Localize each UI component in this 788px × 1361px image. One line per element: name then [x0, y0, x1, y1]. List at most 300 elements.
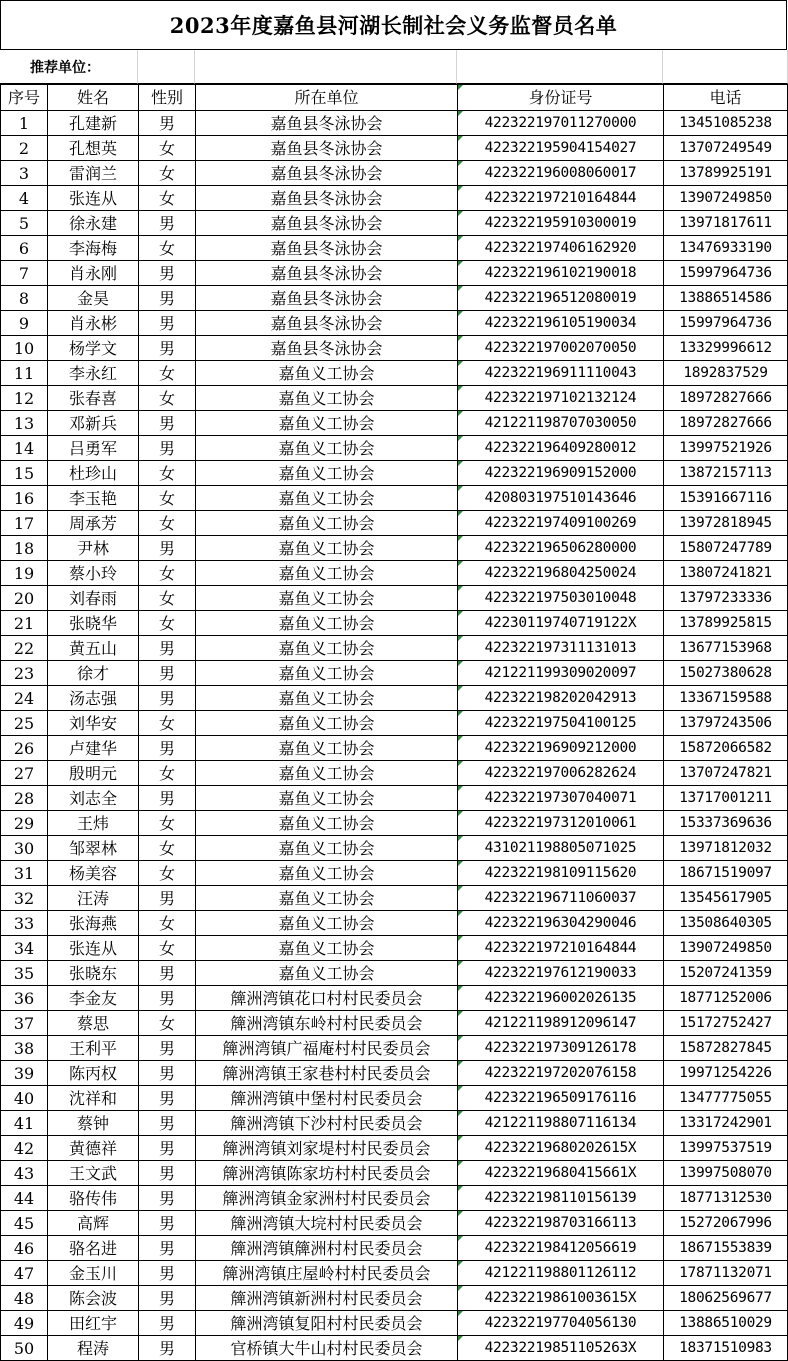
cell-phone[interactable]: 18972827666 — [664, 386, 788, 411]
cell-gender[interactable]: 男 — [139, 1211, 196, 1236]
cell-gender[interactable]: 男 — [139, 1086, 196, 1111]
cell-phone[interactable]: 13707247821 — [664, 761, 788, 786]
cell-name[interactable]: 高辉 — [48, 1211, 139, 1236]
cell-id-number[interactable]: 422322197307040071 — [458, 786, 664, 811]
cell-id-number[interactable]: 422322197704056130 — [458, 1311, 664, 1336]
cell-index[interactable]: 30 — [1, 836, 48, 861]
cell-index[interactable]: 15 — [1, 461, 48, 486]
cell-organization[interactable]: 嘉鱼县冬泳协会 — [196, 336, 458, 361]
cell-organization[interactable]: 簰洲湾镇陈家坊村村民委员会 — [196, 1161, 458, 1186]
cell-name[interactable]: 邓新兵 — [48, 411, 139, 436]
cell-index[interactable]: 48 — [1, 1286, 48, 1311]
cell-name[interactable]: 李玉艳 — [48, 486, 139, 511]
cell-phone[interactable]: 13797233336 — [664, 586, 788, 611]
cell-gender[interactable]: 男 — [139, 1161, 196, 1186]
cell-name[interactable]: 李金友 — [48, 986, 139, 1011]
cell-phone[interactable]: 19971254226 — [664, 1061, 788, 1086]
cell-id-number[interactable]: 422322196909212000 — [458, 736, 664, 761]
cell-organization[interactable]: 嘉鱼县冬泳协会 — [196, 261, 458, 286]
cell-gender[interactable]: 女 — [139, 911, 196, 936]
cell-index[interactable]: 38 — [1, 1036, 48, 1061]
cell-name[interactable]: 王炜 — [48, 811, 139, 836]
cell-phone[interactable]: 18972827666 — [664, 411, 788, 436]
cell-index[interactable]: 49 — [1, 1311, 48, 1336]
cell-organization[interactable]: 簰洲湾镇庄屋岭村村民委员会 — [196, 1261, 458, 1286]
cell-index[interactable]: 4 — [1, 186, 48, 211]
cell-gender[interactable]: 女 — [139, 761, 196, 786]
cell-phone[interactable]: 13717001211 — [664, 786, 788, 811]
header-phone[interactable]: 电话 — [664, 85, 788, 111]
cell-organization[interactable]: 嘉鱼义工协会 — [196, 761, 458, 786]
cell-name[interactable]: 李海梅 — [48, 236, 139, 261]
cell-index[interactable]: 46 — [1, 1236, 48, 1261]
cell-id-number[interactable]: 422322197612190033 — [458, 961, 664, 986]
cell-id-number[interactable]: 422322198703166113 — [458, 1211, 664, 1236]
cell-organization[interactable]: 簰洲湾镇簰洲村村民委员会 — [196, 1236, 458, 1261]
cell-phone[interactable]: 18771252006 — [664, 986, 788, 1011]
cell-phone[interactable]: 15997964736 — [664, 261, 788, 286]
cell-phone[interactable]: 13367159588 — [664, 686, 788, 711]
cell-phone[interactable]: 13971817611 — [664, 211, 788, 236]
cell-gender[interactable]: 女 — [139, 461, 196, 486]
cell-organization[interactable]: 嘉鱼义工协会 — [196, 561, 458, 586]
cell-phone[interactable]: 15872066582 — [664, 736, 788, 761]
cell-gender[interactable]: 男 — [139, 1061, 196, 1086]
cell-phone[interactable]: 13707249549 — [664, 136, 788, 161]
cell-phone[interactable]: 18671553839 — [664, 1236, 788, 1261]
cell-phone[interactable]: 18771312530 — [664, 1186, 788, 1211]
cell-index[interactable]: 39 — [1, 1061, 48, 1086]
cell-name[interactable]: 刘志全 — [48, 786, 139, 811]
cell-name[interactable]: 金昊 — [48, 286, 139, 311]
cell-name[interactable]: 邹翠林 — [48, 836, 139, 861]
cell-id-number[interactable]: 422322196909152000 — [458, 461, 664, 486]
cell-name[interactable]: 孔建新 — [48, 111, 139, 136]
cell-index[interactable]: 43 — [1, 1161, 48, 1186]
cell-organization[interactable]: 嘉鱼义工协会 — [196, 836, 458, 861]
cell-phone[interactable]: 13677153968 — [664, 636, 788, 661]
header-id-number[interactable]: 身份证号 — [458, 85, 664, 111]
cell-gender[interactable]: 男 — [139, 1261, 196, 1286]
cell-gender[interactable]: 男 — [139, 886, 196, 911]
cell-phone[interactable]: 15027380628 — [664, 661, 788, 686]
cell-index[interactable]: 17 — [1, 511, 48, 536]
cell-name[interactable]: 张海燕 — [48, 911, 139, 936]
header-organization[interactable]: 所在单位 — [196, 85, 458, 111]
cell-gender[interactable]: 男 — [139, 736, 196, 761]
cell-phone[interactable]: 13907249850 — [664, 936, 788, 961]
cell-index[interactable]: 22 — [1, 636, 48, 661]
cell-id-number[interactable]: 42232219861003615X — [458, 1286, 664, 1311]
cell-phone[interactable]: 13789925815 — [664, 611, 788, 636]
cell-phone[interactable]: 13972818945 — [664, 511, 788, 536]
cell-gender[interactable]: 男 — [139, 661, 196, 686]
cell-index[interactable]: 2 — [1, 136, 48, 161]
cell-name[interactable]: 肖永彬 — [48, 311, 139, 336]
cell-index[interactable]: 40 — [1, 1086, 48, 1111]
cell-phone[interactable]: 13971812032 — [664, 836, 788, 861]
cell-phone[interactable]: 13545617905 — [664, 886, 788, 911]
cell-gender[interactable]: 男 — [139, 986, 196, 1011]
cell-organization[interactable]: 簰洲湾镇复阳村村民委员会 — [196, 1311, 458, 1336]
cell-organization[interactable]: 嘉鱼义工协会 — [196, 686, 458, 711]
cell-name[interactable]: 蔡思 — [48, 1011, 139, 1036]
cell-index[interactable]: 10 — [1, 336, 48, 361]
cell-name[interactable]: 汪涛 — [48, 886, 139, 911]
header-gender[interactable]: 性别 — [139, 85, 196, 111]
cell-index[interactable]: 16 — [1, 486, 48, 511]
cell-phone[interactable]: 13797243506 — [664, 711, 788, 736]
recommend-label[interactable]: 推荐单位： — [0, 50, 138, 84]
cell-index[interactable]: 37 — [1, 1011, 48, 1036]
cell-id-number[interactable]: 422322197210164844 — [458, 186, 664, 211]
cell-organization[interactable]: 簰洲湾镇东岭村村民委员会 — [196, 1011, 458, 1036]
cell-index[interactable]: 20 — [1, 586, 48, 611]
cell-id-number[interactable]: 421221198912096147 — [458, 1011, 664, 1036]
cell-gender[interactable]: 女 — [139, 186, 196, 211]
cell-name[interactable]: 杨学文 — [48, 336, 139, 361]
cell-id-number[interactable]: 422322197409100269 — [458, 511, 664, 536]
cell-name[interactable]: 殷明元 — [48, 761, 139, 786]
cell-gender[interactable]: 女 — [139, 136, 196, 161]
cell-gender[interactable]: 男 — [139, 786, 196, 811]
cell-name[interactable]: 王文武 — [48, 1161, 139, 1186]
cell-name[interactable]: 尹林 — [48, 536, 139, 561]
cell-id-number[interactable]: 422322196509176116 — [458, 1086, 664, 1111]
cell-organization[interactable]: 簰洲湾镇新洲村村民委员会 — [196, 1286, 458, 1311]
cell-id-number[interactable]: 422322196911110043 — [458, 361, 664, 386]
cell-id-number[interactable]: 422322197002070050 — [458, 336, 664, 361]
cell-phone[interactable]: 13508640305 — [664, 911, 788, 936]
header-name[interactable]: 姓名 — [48, 85, 139, 111]
cell-gender[interactable]: 女 — [139, 711, 196, 736]
cell-organization[interactable]: 嘉鱼义工协会 — [196, 536, 458, 561]
cell-organization[interactable]: 嘉鱼义工协会 — [196, 436, 458, 461]
cell-phone[interactable]: 13907249850 — [664, 186, 788, 211]
cell-id-number[interactable]: 421221198807116134 — [458, 1111, 664, 1136]
cell-organization[interactable]: 嘉鱼义工协会 — [196, 711, 458, 736]
cell-name[interactable]: 陈会波 — [48, 1286, 139, 1311]
cell-organization[interactable]: 嘉鱼县冬泳协会 — [196, 186, 458, 211]
cell-phone[interactable]: 18371510983 — [664, 1336, 788, 1361]
cell-index[interactable]: 28 — [1, 786, 48, 811]
cell-id-number[interactable]: 42232219851105263X — [458, 1336, 664, 1361]
empty-cell[interactable] — [457, 50, 663, 84]
cell-id-number[interactable]: 422322198412056619 — [458, 1236, 664, 1261]
cell-id-number[interactable]: 422322196512080019 — [458, 286, 664, 311]
cell-id-number[interactable]: 420803197510143646 — [458, 486, 664, 511]
cell-phone[interactable]: 13997521926 — [664, 436, 788, 461]
cell-name[interactable]: 蔡小玲 — [48, 561, 139, 586]
cell-gender[interactable]: 女 — [139, 586, 196, 611]
cell-gender[interactable]: 男 — [139, 111, 196, 136]
cell-name[interactable]: 周承芳 — [48, 511, 139, 536]
cell-name[interactable]: 张晓华 — [48, 611, 139, 636]
cell-index[interactable]: 11 — [1, 361, 48, 386]
cell-organization[interactable]: 簰洲湾镇中堡村村民委员会 — [196, 1086, 458, 1111]
cell-id-number[interactable]: 421221198801126112 — [458, 1261, 664, 1286]
cell-id-number[interactable]: 422322196105190034 — [458, 311, 664, 336]
cell-index[interactable]: 21 — [1, 611, 48, 636]
cell-phone[interactable]: 13317242901 — [664, 1111, 788, 1136]
cell-name[interactable]: 刘春雨 — [48, 586, 139, 611]
cell-organization[interactable]: 簰洲湾镇花口村村民委员会 — [196, 986, 458, 1011]
cell-organization[interactable]: 嘉鱼县冬泳协会 — [196, 111, 458, 136]
cell-gender[interactable]: 男 — [139, 286, 196, 311]
cell-phone[interactable]: 13476933190 — [664, 236, 788, 261]
cell-name[interactable]: 雷润兰 — [48, 161, 139, 186]
cell-phone[interactable]: 13789925191 — [664, 161, 788, 186]
cell-organization[interactable]: 嘉鱼义工协会 — [196, 386, 458, 411]
cell-name[interactable]: 刘华安 — [48, 711, 139, 736]
cell-gender[interactable]: 女 — [139, 936, 196, 961]
cell-index[interactable]: 36 — [1, 986, 48, 1011]
cell-gender[interactable]: 女 — [139, 511, 196, 536]
cell-organization[interactable]: 簰洲湾镇下沙村村民委员会 — [196, 1111, 458, 1136]
cell-index[interactable]: 35 — [1, 961, 48, 986]
cell-organization[interactable]: 嘉鱼义工协会 — [196, 961, 458, 986]
cell-id-number[interactable]: 42232219680415661X — [458, 1161, 664, 1186]
cell-gender[interactable]: 男 — [139, 211, 196, 236]
cell-index[interactable]: 45 — [1, 1211, 48, 1236]
cell-index[interactable]: 34 — [1, 936, 48, 961]
cell-index[interactable]: 44 — [1, 1186, 48, 1211]
cell-organization[interactable]: 官桥镇大牛山村村民委员会 — [196, 1336, 458, 1361]
cell-gender[interactable]: 男 — [139, 1186, 196, 1211]
cell-phone[interactable]: 13872157113 — [664, 461, 788, 486]
cell-organization[interactable]: 簰洲湾镇王家巷村村民委员会 — [196, 1061, 458, 1086]
header-index[interactable]: 序号 — [1, 85, 48, 111]
cell-gender[interactable]: 男 — [139, 636, 196, 661]
cell-gender[interactable]: 男 — [139, 1036, 196, 1061]
cell-index[interactable]: 19 — [1, 561, 48, 586]
cell-id-number[interactable]: 431021198805071025 — [458, 836, 664, 861]
empty-cell[interactable] — [195, 50, 457, 84]
cell-name[interactable]: 陈丙权 — [48, 1061, 139, 1086]
cell-index[interactable]: 23 — [1, 661, 48, 686]
cell-index[interactable]: 12 — [1, 386, 48, 411]
cell-organization[interactable]: 嘉鱼县冬泳协会 — [196, 161, 458, 186]
cell-gender[interactable]: 男 — [139, 1111, 196, 1136]
cell-name[interactable]: 徐才 — [48, 661, 139, 686]
cell-id-number[interactable]: 422322195910300019 — [458, 211, 664, 236]
cell-gender[interactable]: 女 — [139, 236, 196, 261]
cell-gender[interactable]: 男 — [139, 336, 196, 361]
cell-index[interactable]: 41 — [1, 1111, 48, 1136]
cell-id-number[interactable]: 422322198109115620 — [458, 861, 664, 886]
cell-phone[interactable]: 13477775055 — [664, 1086, 788, 1111]
cell-gender[interactable]: 男 — [139, 1236, 196, 1261]
sheet-title[interactable]: 2023年度嘉鱼县河湖长制社会义务监督员名单 — [0, 0, 787, 50]
cell-phone[interactable]: 13451085238 — [664, 111, 788, 136]
cell-name[interactable]: 骆传伟 — [48, 1186, 139, 1211]
cell-name[interactable]: 黄德祥 — [48, 1136, 139, 1161]
cell-phone[interactable]: 13997537519 — [664, 1136, 788, 1161]
cell-id-number[interactable]: 422322197006282624 — [458, 761, 664, 786]
cell-gender[interactable]: 女 — [139, 486, 196, 511]
cell-gender[interactable]: 男 — [139, 1311, 196, 1336]
cell-index[interactable]: 5 — [1, 211, 48, 236]
cell-gender[interactable]: 男 — [139, 411, 196, 436]
cell-index[interactable]: 32 — [1, 886, 48, 911]
cell-organization[interactable]: 嘉鱼义工协会 — [196, 636, 458, 661]
cell-index[interactable]: 42 — [1, 1136, 48, 1161]
cell-organization[interactable]: 嘉鱼义工协会 — [196, 511, 458, 536]
cell-phone[interactable]: 15872827845 — [664, 1036, 788, 1061]
cell-id-number[interactable]: 422322196304290046 — [458, 911, 664, 936]
cell-id-number[interactable]: 422322197202076158 — [458, 1061, 664, 1086]
cell-phone[interactable]: 18671519097 — [664, 861, 788, 886]
cell-id-number[interactable]: 422322197406162920 — [458, 236, 664, 261]
cell-id-number[interactable]: 422322196409280012 — [458, 436, 664, 461]
cell-id-number[interactable]: 422322197309126178 — [458, 1036, 664, 1061]
cell-phone[interactable]: 13329996612 — [664, 336, 788, 361]
cell-index[interactable]: 6 — [1, 236, 48, 261]
cell-name[interactable]: 杜珍山 — [48, 461, 139, 486]
cell-organization[interactable]: 簰洲湾镇大垸村村民委员会 — [196, 1211, 458, 1236]
cell-phone[interactable]: 13997508070 — [664, 1161, 788, 1186]
cell-name[interactable]: 徐永建 — [48, 211, 139, 236]
cell-index[interactable]: 8 — [1, 286, 48, 311]
cell-organization[interactable]: 嘉鱼义工协会 — [196, 411, 458, 436]
cell-id-number[interactable]: 421221198707030050 — [458, 411, 664, 436]
cell-organization[interactable]: 嘉鱼义工协会 — [196, 611, 458, 636]
cell-organization[interactable]: 嘉鱼县冬泳协会 — [196, 136, 458, 161]
cell-index[interactable]: 18 — [1, 536, 48, 561]
cell-index[interactable]: 13 — [1, 411, 48, 436]
empty-cell[interactable] — [663, 50, 788, 84]
cell-phone[interactable]: 15172752427 — [664, 1011, 788, 1036]
cell-gender[interactable]: 男 — [139, 311, 196, 336]
cell-phone[interactable]: 1892837529 — [664, 361, 788, 386]
cell-index[interactable]: 31 — [1, 861, 48, 886]
cell-name[interactable]: 吕勇军 — [48, 436, 139, 461]
cell-index[interactable]: 33 — [1, 911, 48, 936]
cell-index[interactable]: 27 — [1, 761, 48, 786]
cell-index[interactable]: 25 — [1, 711, 48, 736]
cell-name[interactable]: 汤志强 — [48, 686, 139, 711]
cell-organization[interactable]: 嘉鱼县冬泳协会 — [196, 236, 458, 261]
cell-name[interactable]: 肖永刚 — [48, 261, 139, 286]
cell-gender[interactable]: 女 — [139, 361, 196, 386]
cell-gender[interactable]: 男 — [139, 261, 196, 286]
cell-organization[interactable]: 簰洲湾镇广福庵村村民委员会 — [196, 1036, 458, 1061]
cell-gender[interactable]: 男 — [139, 1336, 196, 1361]
cell-name[interactable]: 田红宇 — [48, 1311, 139, 1336]
cell-name[interactable]: 孔想英 — [48, 136, 139, 161]
cell-name[interactable]: 张连从 — [48, 186, 139, 211]
cell-name[interactable]: 沈祥和 — [48, 1086, 139, 1111]
cell-phone[interactable]: 15391667116 — [664, 486, 788, 511]
cell-phone[interactable]: 15997964736 — [664, 311, 788, 336]
cell-phone[interactable]: 15207241359 — [664, 961, 788, 986]
cell-index[interactable]: 3 — [1, 161, 48, 186]
cell-id-number[interactable]: 422322197503010048 — [458, 586, 664, 611]
cell-gender[interactable]: 男 — [139, 1136, 196, 1161]
cell-name[interactable]: 李永红 — [48, 361, 139, 386]
cell-id-number[interactable]: 422322196002026135 — [458, 986, 664, 1011]
cell-organization[interactable]: 嘉鱼义工协会 — [196, 786, 458, 811]
cell-organization[interactable]: 嘉鱼义工协会 — [196, 936, 458, 961]
cell-index[interactable]: 29 — [1, 811, 48, 836]
cell-organization[interactable]: 簰洲湾镇刘家堤村村民委员会 — [196, 1136, 458, 1161]
cell-organization[interactable]: 嘉鱼义工协会 — [196, 811, 458, 836]
cell-gender[interactable]: 女 — [139, 561, 196, 586]
cell-index[interactable]: 24 — [1, 686, 48, 711]
cell-phone[interactable]: 13886514586 — [664, 286, 788, 311]
cell-gender[interactable]: 女 — [139, 861, 196, 886]
cell-id-number[interactable]: 422322196008060017 — [458, 161, 664, 186]
cell-id-number[interactable]: 422322195904154027 — [458, 136, 664, 161]
cell-organization[interactable]: 簰洲湾镇金家洲村村民委员会 — [196, 1186, 458, 1211]
cell-name[interactable]: 杨美容 — [48, 861, 139, 886]
cell-gender[interactable]: 女 — [139, 611, 196, 636]
cell-gender[interactable]: 女 — [139, 836, 196, 861]
cell-id-number[interactable]: 422322197011270000 — [458, 111, 664, 136]
cell-organization[interactable]: 嘉鱼义工协会 — [196, 861, 458, 886]
cell-gender[interactable]: 男 — [139, 1286, 196, 1311]
cell-name[interactable]: 蔡钟 — [48, 1111, 139, 1136]
cell-organization[interactable]: 嘉鱼义工协会 — [196, 461, 458, 486]
cell-gender[interactable]: 女 — [139, 811, 196, 836]
cell-index[interactable]: 47 — [1, 1261, 48, 1286]
cell-gender[interactable]: 男 — [139, 686, 196, 711]
cell-organization[interactable]: 嘉鱼义工协会 — [196, 586, 458, 611]
cell-phone[interactable]: 15337369636 — [664, 811, 788, 836]
cell-id-number[interactable]: 422322197504100125 — [458, 711, 664, 736]
cell-id-number[interactable]: 422322197210164844 — [458, 936, 664, 961]
cell-id-number[interactable]: 422322196102190018 — [458, 261, 664, 286]
cell-name[interactable]: 张连从 — [48, 936, 139, 961]
cell-id-number[interactable]: 422322198202042913 — [458, 686, 664, 711]
cell-id-number[interactable]: 422322198110156139 — [458, 1186, 664, 1211]
cell-organization[interactable]: 嘉鱼义工协会 — [196, 911, 458, 936]
cell-gender[interactable]: 女 — [139, 386, 196, 411]
cell-gender[interactable]: 男 — [139, 961, 196, 986]
cell-index[interactable]: 7 — [1, 261, 48, 286]
cell-index[interactable]: 14 — [1, 436, 48, 461]
cell-phone[interactable]: 15807247789 — [664, 536, 788, 561]
cell-organization[interactable]: 嘉鱼县冬泳协会 — [196, 286, 458, 311]
cell-id-number[interactable]: 42230119740719122X — [458, 611, 664, 636]
cell-name[interactable]: 黄五山 — [48, 636, 139, 661]
cell-gender[interactable]: 男 — [139, 536, 196, 561]
cell-gender[interactable]: 男 — [139, 436, 196, 461]
cell-name[interactable]: 程涛 — [48, 1336, 139, 1361]
cell-index[interactable]: 9 — [1, 311, 48, 336]
cell-organization[interactable]: 嘉鱼义工协会 — [196, 886, 458, 911]
cell-name[interactable]: 张晓东 — [48, 961, 139, 986]
cell-phone[interactable]: 15272067996 — [664, 1211, 788, 1236]
cell-name[interactable]: 张春喜 — [48, 386, 139, 411]
cell-id-number[interactable]: 422322197312010061 — [458, 811, 664, 836]
cell-name[interactable]: 王利平 — [48, 1036, 139, 1061]
cell-id-number[interactable]: 422322196506280000 — [458, 536, 664, 561]
cell-organization[interactable]: 嘉鱼县冬泳协会 — [196, 211, 458, 236]
cell-organization[interactable]: 嘉鱼义工协会 — [196, 661, 458, 686]
cell-id-number[interactable]: 422322197102132124 — [458, 386, 664, 411]
cell-id-number[interactable]: 422322196804250024 — [458, 561, 664, 586]
cell-id-number[interactable]: 422322196711060037 — [458, 886, 664, 911]
cell-id-number[interactable]: 422322197311131013 — [458, 636, 664, 661]
cell-id-number[interactable]: 421221199309020097 — [458, 661, 664, 686]
cell-phone[interactable]: 13886510029 — [664, 1311, 788, 1336]
cell-index[interactable]: 50 — [1, 1336, 48, 1361]
cell-name[interactable]: 卢建华 — [48, 736, 139, 761]
cell-id-number[interactable]: 42232219680202615X — [458, 1136, 664, 1161]
cell-organization[interactable]: 嘉鱼义工协会 — [196, 736, 458, 761]
cell-index[interactable]: 26 — [1, 736, 48, 761]
